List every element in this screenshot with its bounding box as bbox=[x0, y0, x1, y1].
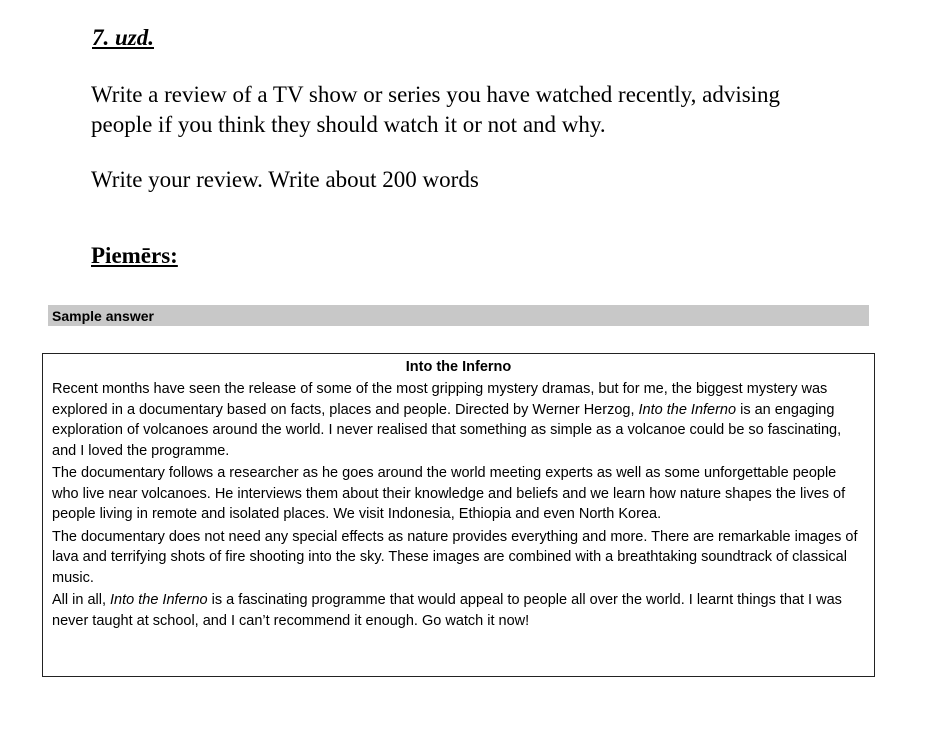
review-paragraph-4-text-end: is a fascinating programme that would appeal to people all over the world. I learnt things that I was never taught at school, and I can’t recommend it enough. Go watch it now! bbox=[52, 592, 842, 629]
review-paragraph-3: The documentary does not need any special effects as nature provides everything and more. There are remarkable images of lava and terrifying shots of fire shooting into the sky. These images are combined with a breathtaking soundtrack of classical music. bbox=[52, 528, 858, 586]
review-paragraph-1-text-start: Recent months have seen the release of some of the most gripping mystery dramas, but for me, the biggest mystery was explored in a documentary based on facts, places and people. Directed by Werner Herzog, bbox=[52, 381, 828, 418]
review-paragraph-1 bbox=[52, 379, 866, 461]
review-title: Into the Inferno bbox=[405, 359, 512, 375]
task-requirement: Write your review. Write about 200 words bbox=[91, 167, 479, 192]
review-paragraph-4-text-start: All in all, bbox=[52, 592, 111, 608]
task-number: 7. uzd. bbox=[92, 25, 154, 50]
review-paragraph-1-italic-title: Into the Inferno bbox=[638, 401, 737, 418]
example-heading: Piemērs: bbox=[91, 243, 178, 268]
sample-answer-label: Sample answer bbox=[52, 308, 154, 324]
sample-answer-bar bbox=[48, 305, 869, 326]
review-paragraph-4-italic-title: Into the Inferno bbox=[110, 592, 208, 608]
review-paragraph-4 bbox=[52, 590, 866, 631]
task-instructions: Write a review of a TV show or series you have watched recently, advising people if you think they should watch it or not and why. bbox=[91, 82, 781, 137]
review-box bbox=[42, 353, 875, 677]
review-paragraph-2: The documentary follows a researcher as he goes around the world meeting experts as well as some unforgettable people who live near volcanoes. He interviews them about their knowledge and beliefs and we learn how nature shapes the lives of people living in remote and isolated places. We visit Indonesia, Ethiopia and even North Korea. bbox=[52, 465, 846, 522]
review-paragraph-1-text-end: is an engaging exploration of volcanoes around the world. I never realised that something as simple as a volcanoe could be so fascinating, and I loved the programme. bbox=[52, 401, 842, 459]
